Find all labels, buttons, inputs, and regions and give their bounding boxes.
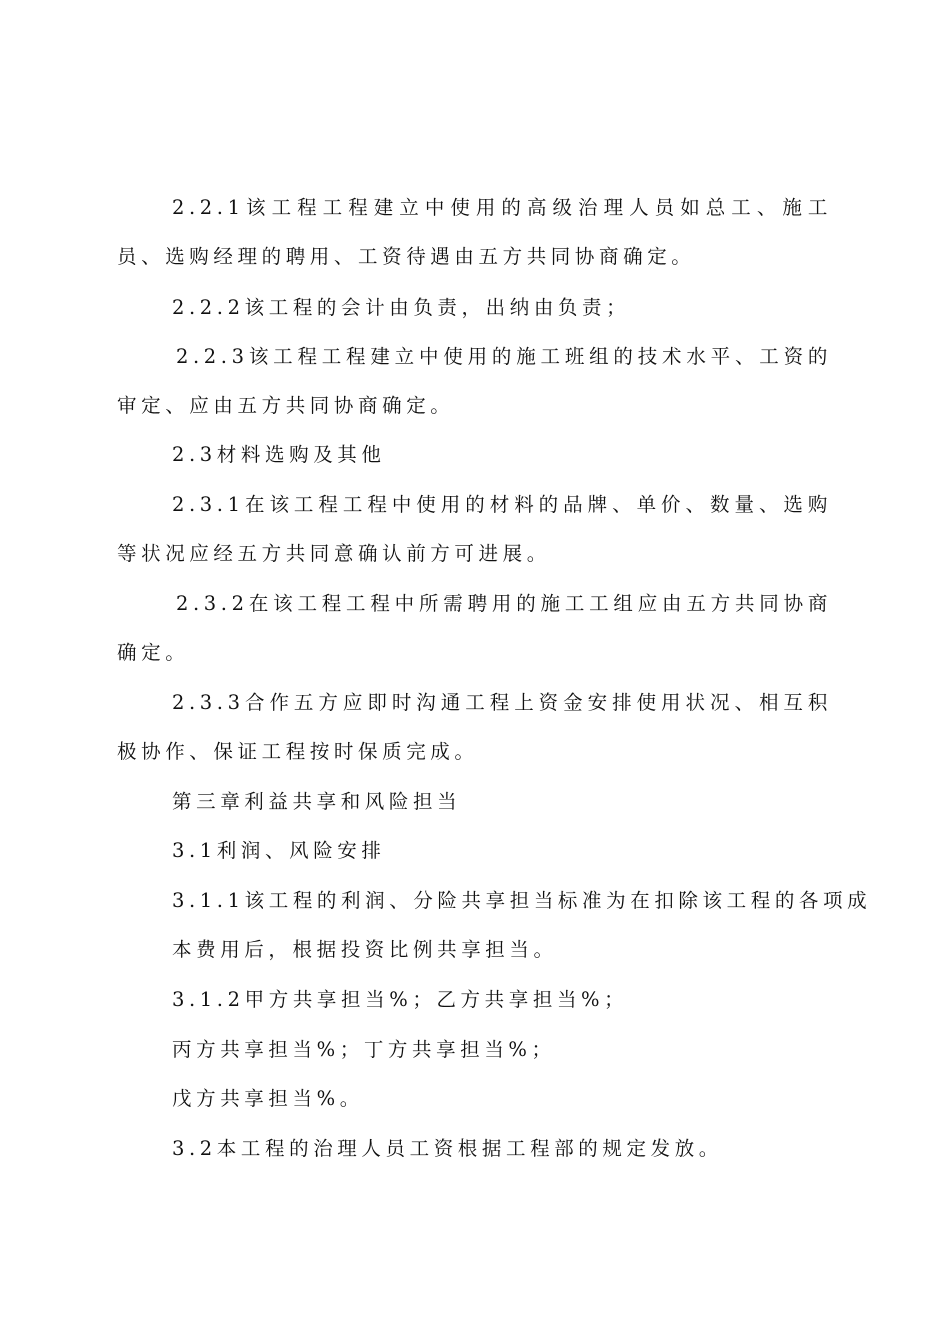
paragraph-2-2-3: 2.2.3该工程工程建立中使用的施工班组的技术水平、工资的审定、应由五方共同协商确定。 <box>117 345 832 417</box>
paragraph-3-1-1 <box>172 876 871 974</box>
heading-3-1: 3.1利润、风险安排 <box>172 839 386 862</box>
paragraph-3-1-1-line-1: 3.1.1该工程的利润、分险共享担当标准为在扣除该工程的各项成 <box>172 889 872 912</box>
paragraph-2-3-3: 2.3.3合作五方应即时沟通工程上资金安排使用状况、相互积极协作、保证工程按时保质完成。 <box>117 691 832 763</box>
paragraph-2-2-2: 2.2.2该工程的会计由负责，出纳由负责； <box>172 296 631 319</box>
paragraph-3-1-1-line-2: 本费用后，根据投资比例共享担当。 <box>172 938 558 961</box>
paragraph-2-3-2: 2.3.2在该工程工程中所需聘用的施工工组应由五方共同协商确定。 <box>117 592 832 664</box>
paragraph-2-2-1: 2.2.1该工程工程建立中使用的高级治理人员如总工、施工员、选购经理的聘用、工资待遇由五方共同协商确定。 <box>117 196 832 268</box>
paragraph-share-bing-ding: 丙方共享担当%；丁方共享担当%； <box>172 1038 556 1061</box>
paragraph-3-1-2: 3.1.2甲方共享担当%；乙方共享担当%； <box>172 988 629 1011</box>
paragraph-3-2: 3.2本工程的治理人员工资根据工程部的规定发放。 <box>172 1137 723 1160</box>
paragraph-2-3-1: 2.3.1在该工程工程中使用的材料的品牌、单价、数量、选购等状况应经五方共同意确认前方可进展。 <box>117 493 832 565</box>
chapter-3-heading: 第三章利益共享和风险担当 <box>172 790 462 813</box>
heading-2-3: 2.3材料选购及其他 <box>172 443 386 466</box>
paragraph-share-wu: 戊方共享担当%。 <box>172 1087 364 1110</box>
